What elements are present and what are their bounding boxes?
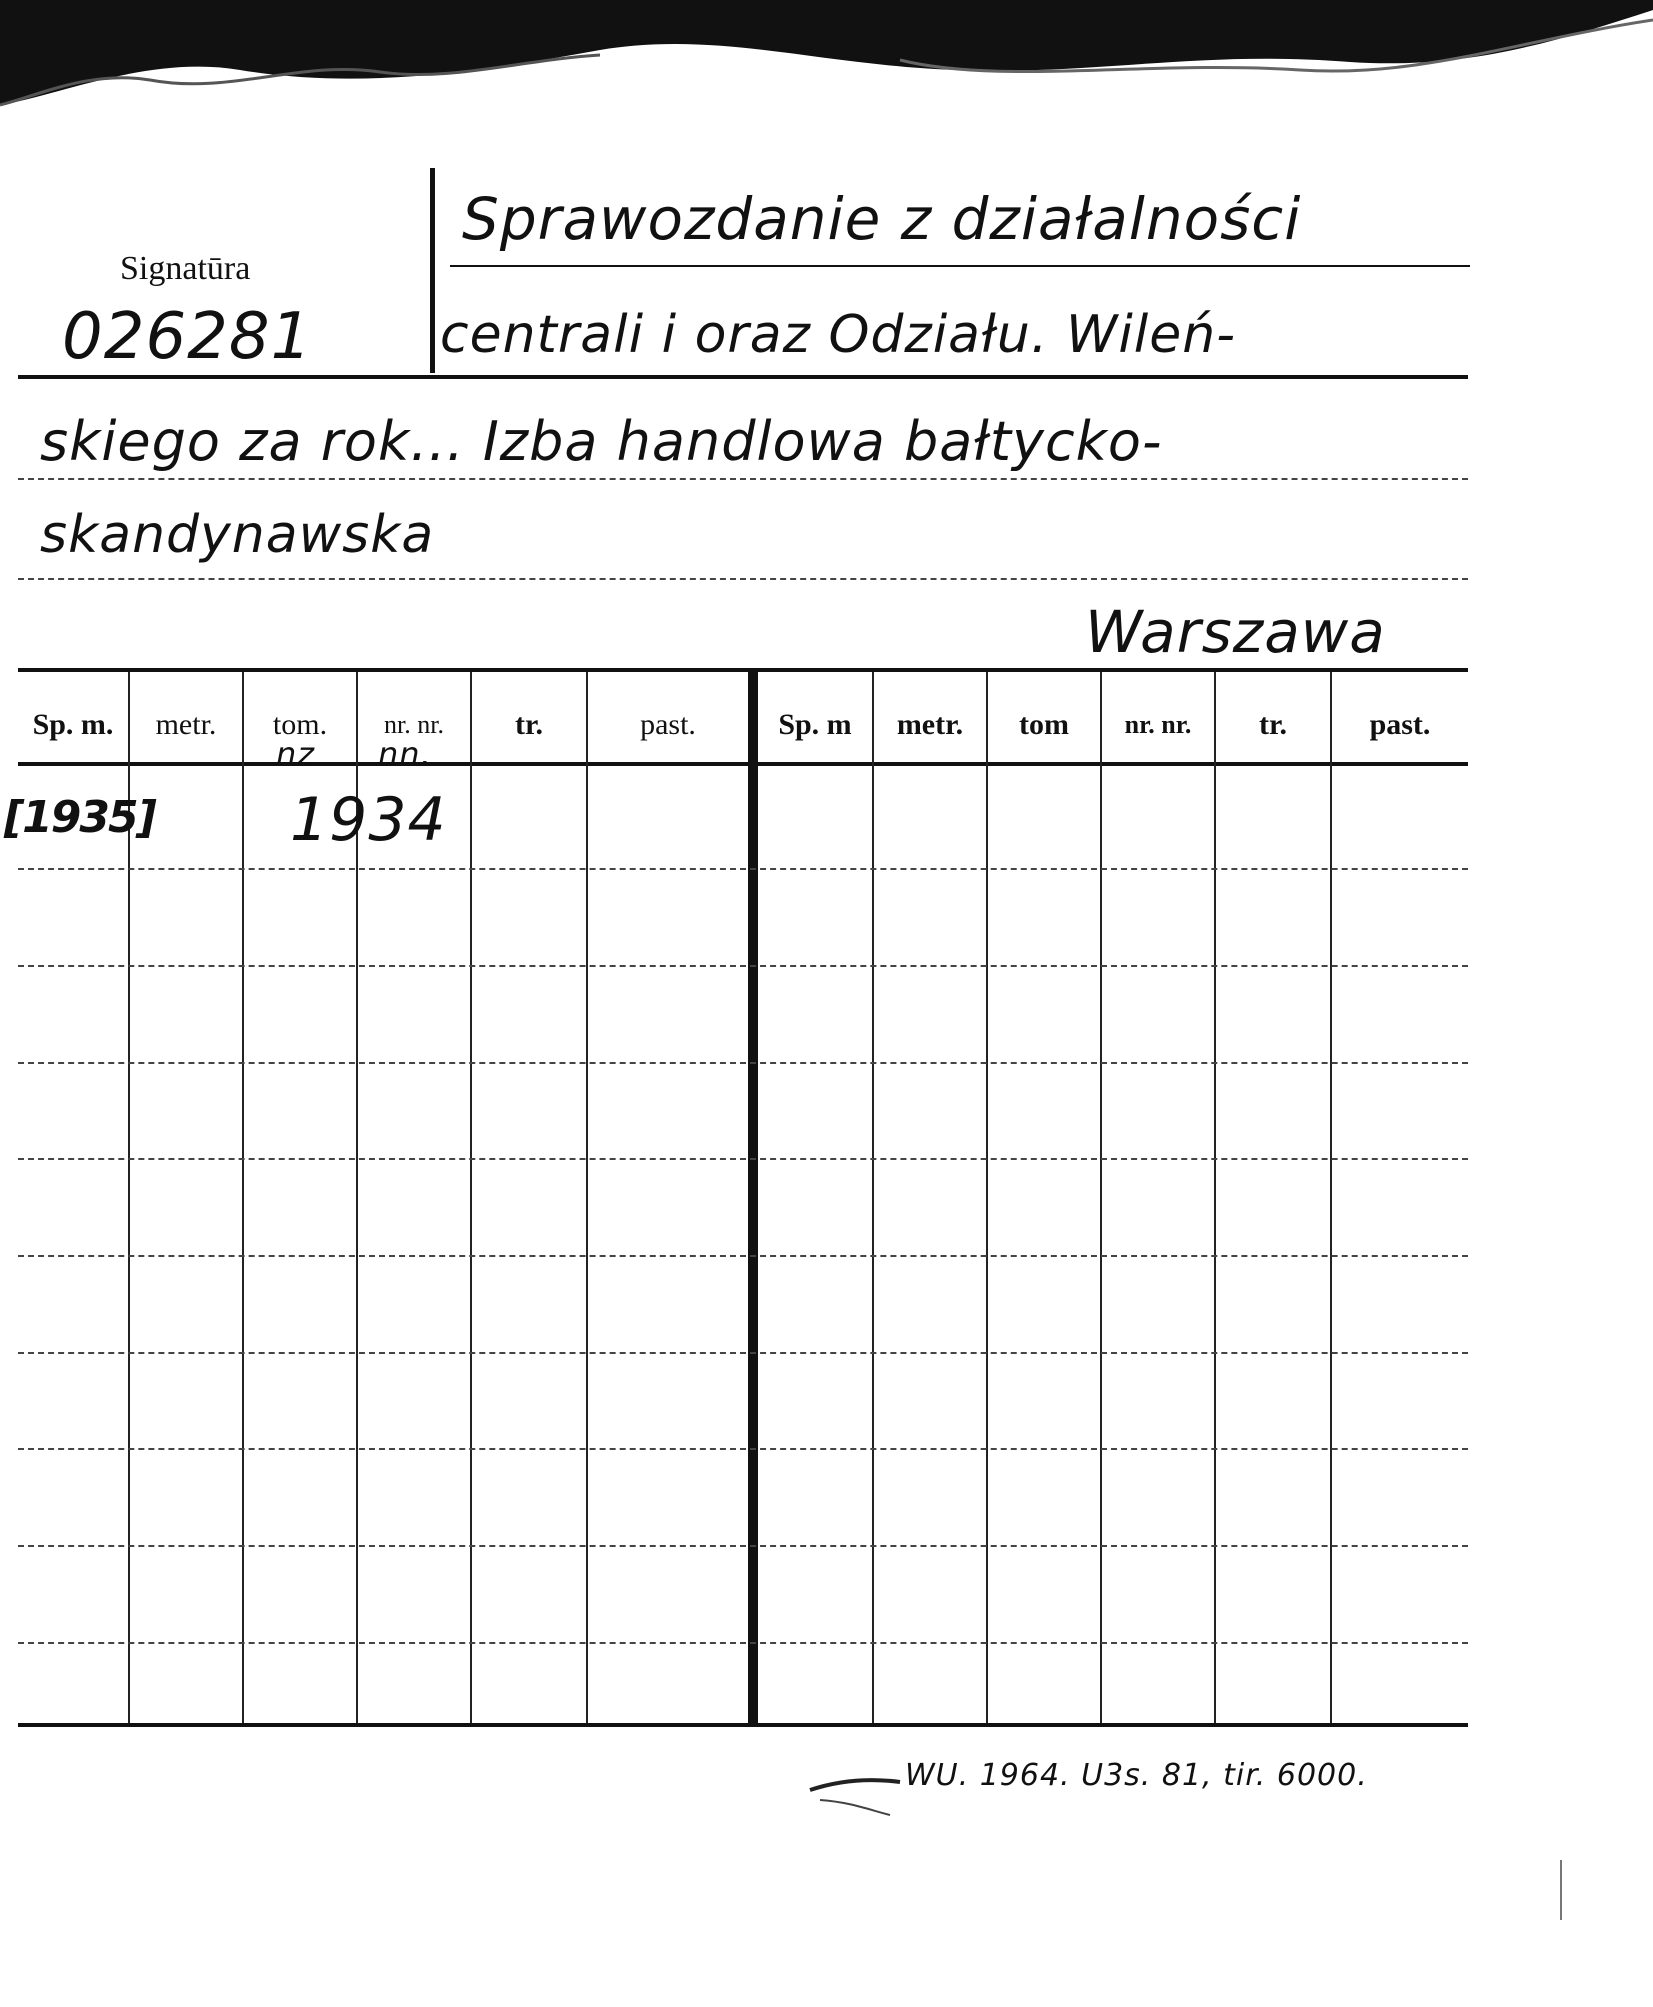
title-underline-1 (450, 265, 1470, 267)
header-metr-left: metr. (155, 708, 217, 741)
column-line (586, 672, 588, 1723)
title-line-1: Sprawozdanie z działalności (462, 185, 1302, 253)
column-line (1214, 672, 1216, 1723)
header-sp-m-right: Sp. m (778, 708, 852, 741)
row-line (18, 1255, 1468, 1257)
row-line (18, 1158, 1468, 1160)
row1-sp-m: [1935] (4, 792, 155, 843)
table-bottom-rule (18, 1723, 1468, 1727)
tom-note: nz (276, 735, 316, 773)
title-underline-3 (18, 478, 1468, 480)
table-top-rule (18, 668, 1468, 672)
signature-underline (18, 375, 1468, 379)
header-tr-left: tr. (514, 708, 544, 741)
signature-label: Signatūra (120, 250, 251, 287)
row-line (18, 1545, 1468, 1547)
header-sp-m-left: Sp. m. (32, 708, 114, 741)
header-tom-left: tom. (272, 708, 328, 741)
header-nrnr-right: nr. nr. (1124, 710, 1192, 739)
row-line (18, 1352, 1468, 1354)
header-tr-right: tr. (1258, 708, 1288, 741)
title-line-3: skiego za rok... Izba handlowa bałtycko- (40, 410, 1163, 473)
column-line (986, 672, 988, 1723)
footer-print-note: WU. 1964. U3s. 81, tir. 6000. (905, 1758, 1368, 1793)
column-line (470, 672, 472, 1723)
nrnr-note: nn. (378, 735, 432, 773)
header-metr-right: metr. (896, 708, 964, 741)
header-divider-vertical (430, 168, 435, 373)
row1-tom: 1934 (290, 785, 447, 855)
column-line (1330, 672, 1332, 1723)
header-tom-right: tom (1019, 708, 1069, 741)
edge-mark (1560, 1860, 1562, 1920)
header-past-right: past. (1369, 708, 1431, 741)
title-line-2: centrali i oraz Odziału. Wileń- (440, 305, 1236, 365)
table-header-rule (18, 762, 1468, 766)
footer-scribble (800, 1760, 920, 1820)
row-line (18, 1448, 1468, 1450)
row-line (18, 868, 1468, 870)
row-line (18, 1062, 1468, 1064)
torn-paper-edge (0, 0, 1653, 130)
title-underline-4 (18, 578, 1468, 580)
table-middle-divider (748, 672, 758, 1723)
header-nrnr-left: nr. nr. (384, 710, 444, 739)
title-line-4: skandynawska (40, 505, 435, 565)
column-line (872, 672, 874, 1723)
column-line (1100, 672, 1102, 1723)
header-past-left: past. (640, 708, 696, 741)
place-text: Warszawa (1085, 598, 1386, 666)
column-line (242, 672, 244, 1723)
signature-number: 026281 (62, 300, 313, 374)
row-line (18, 1642, 1468, 1644)
row-line (18, 965, 1468, 967)
